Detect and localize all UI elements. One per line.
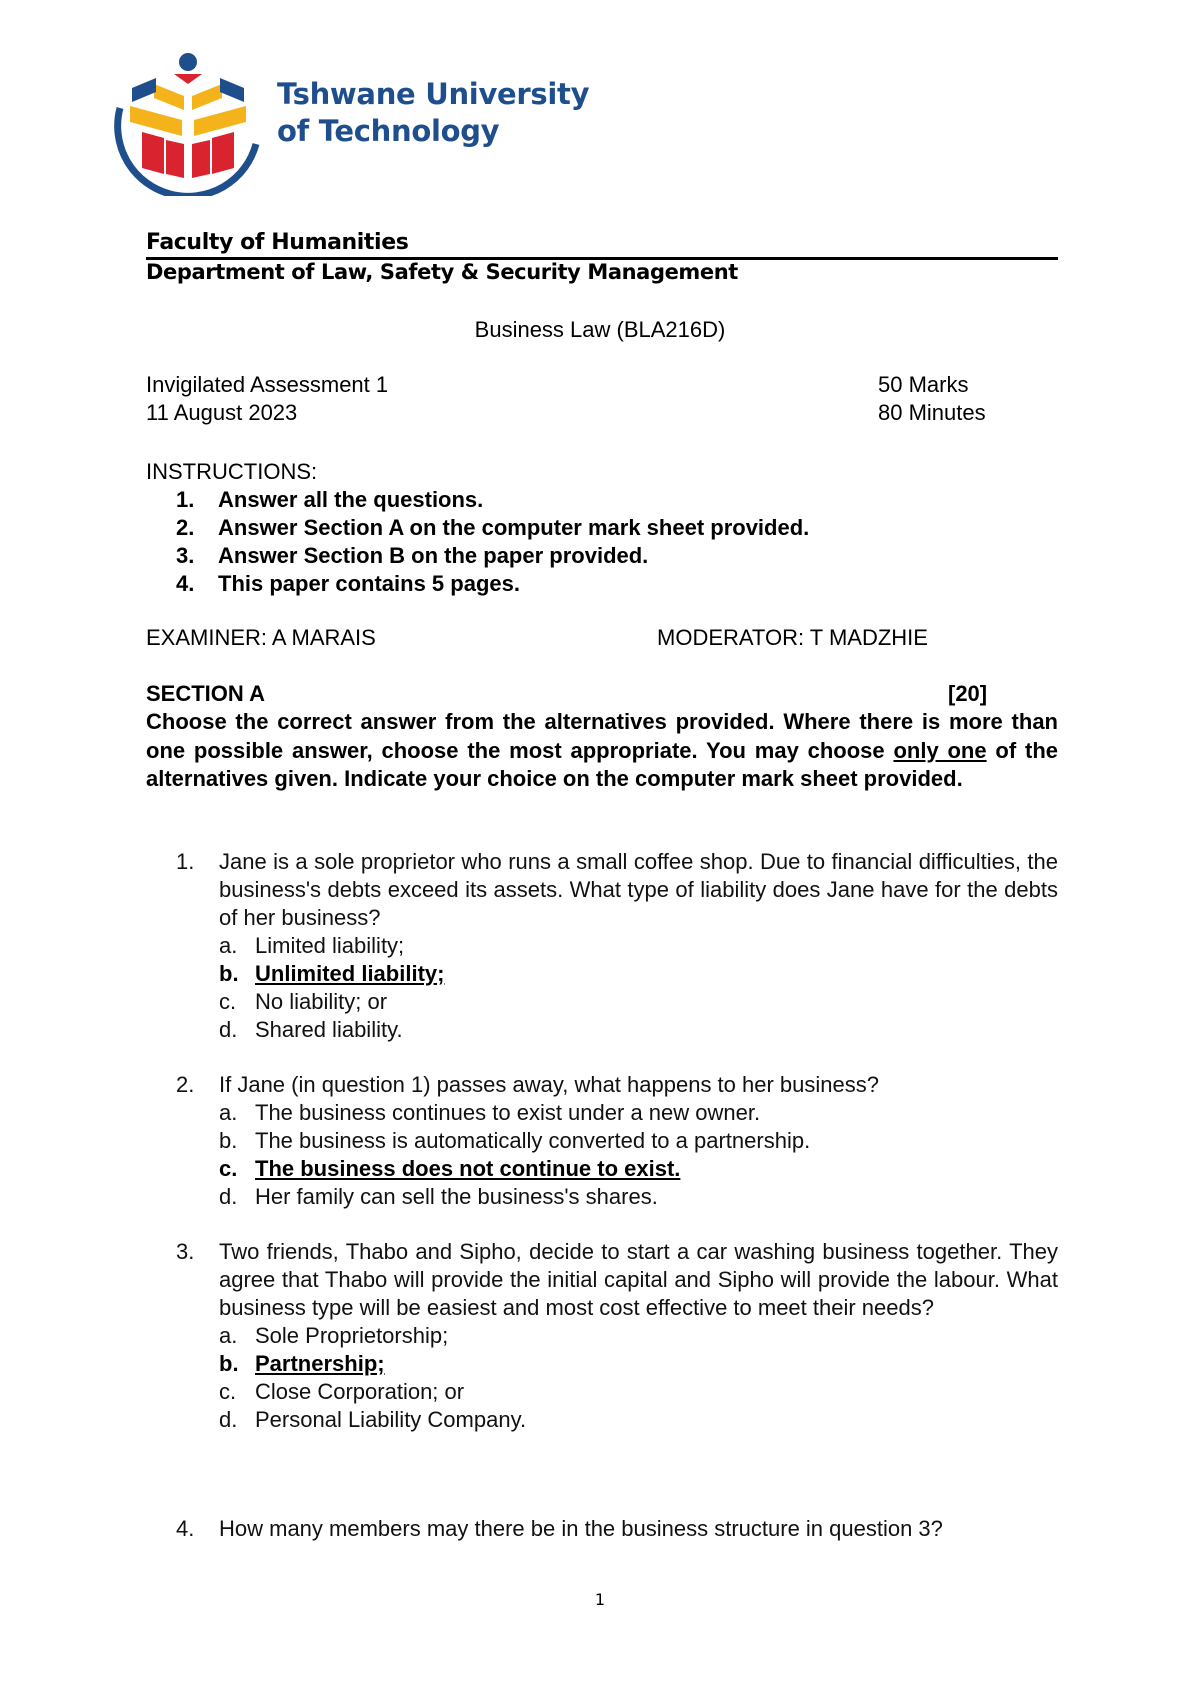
question-2: 2. If Jane (in question 1) passes away, what happens to her business? a. The business continues to exist under a new owner. b. The business is automatically converted to a partnership. c. The business does not continue to exist. d. Her family can sell the business's shares.	[176, 1071, 1058, 1211]
page-number: 1	[594, 1590, 606, 1609]
question-text: Two friends, Thabo and Sipho, decide to start a car washing business together. They agree that Thabo will provide the initial capital and Sipho will provide the labour. What business type will be easiest and most cost effective to meet their needs?	[219, 1239, 1058, 1320]
option-a: a. Limited liability;	[219, 933, 405, 958]
tut-logo-icon	[108, 48, 268, 196]
option-b-correct-answer: b. Unlimited liability;	[219, 961, 445, 986]
instruction-item: 1. Answer all the questions.	[176, 487, 484, 512]
assessment-title: Invigilated Assessment 1	[146, 372, 389, 397]
option-d: d. Shared liability.	[219, 1017, 403, 1042]
section-a-title: SECTION A	[146, 681, 265, 706]
question-text: How many members may there be in the business structure in question 3?	[219, 1516, 943, 1541]
instruction-item: 2. Answer Section A on the computer mark sheet provided.	[176, 515, 810, 540]
question-text: If Jane (in question 1) passes away, what happens to her business?	[219, 1072, 879, 1097]
moderator: MODERATOR: T MADZHIE	[657, 625, 928, 650]
only-one-emphasis: only one	[893, 737, 987, 763]
option-a: a. Sole Proprietorship;	[219, 1323, 449, 1348]
options-list	[219, 1099, 1058, 1211]
option-d: d. Personal Liability Company.	[219, 1407, 527, 1432]
option-c-correct-answer: c. The business does not continue to exist.	[219, 1156, 681, 1181]
question-3: 3. Two friends, Thabo and Sipho, decide to start a car washing business together. They agree that Thabo will provide the initial capital and Sipho will provide the labour. What business type will be easiest and most cost effective to meet their needs? a. Sole Proprietorship; b. Partnership; c. Close Corporation; or d. Personal Liability Company.	[176, 1239, 1058, 1432]
option-c: c. No liability; or	[219, 989, 388, 1014]
course-title: Business Law (BLA216D)	[474, 317, 726, 342]
question-text: Jane is a sole proprietor who runs a small coffee shop. Due to financial difficulties, the business's debts exceed its assets. What type of liability does Jane have for the debts of her business?	[219, 849, 1058, 930]
section-a-marks: [20]	[948, 681, 988, 706]
section-a-instructions: Choose the correct answer from the alternatives provided. Where there is more than one possible answer, choose the most appropriate. You may choose only one of the alternatives given. Indicate your choice on the computer mark sheet provided.	[146, 709, 1058, 791]
faculty-heading: Faculty of Humanities	[146, 230, 409, 255]
assessment-date: 11 August 2023	[146, 400, 298, 425]
options-list	[219, 932, 1058, 1044]
option-b: b. The business is automatically converted to a partnership.	[219, 1128, 811, 1153]
university-name-line2: of Technology	[277, 114, 500, 148]
university-name-line1: Tshwane University	[277, 77, 590, 111]
question-4: 4. How many members may there be in the business structure in question 3?	[176, 1515, 1058, 1543]
assessment-duration: 80 Minutes	[878, 400, 986, 425]
options-list	[219, 1322, 1058, 1434]
instruction-item: 4. This paper contains 5 pages.	[176, 571, 520, 596]
examiner: EXAMINER: A MARAIS	[146, 625, 376, 650]
university-name	[277, 76, 589, 150]
instructions-heading: INSTRUCTIONS:	[146, 459, 318, 484]
assessment-marks: 50 Marks	[878, 372, 969, 397]
question-1: 1. Jane is a sole proprietor who runs a small coffee shop. Due to financial difficulties, the business's debts exceed its assets. What type of liability does Jane have for the debts of her business? a. Limited liability; b. Unlimited liability; c. No liability; or d. Shared liability.	[176, 849, 1058, 1042]
option-b-correct-answer: b. Partnership;	[219, 1351, 385, 1376]
instructions-list	[176, 486, 809, 598]
option-a: a. The business continues to exist under a new owner.	[219, 1100, 761, 1125]
option-d: d. Her family can sell the business's shares.	[219, 1184, 658, 1209]
instruction-item: 3. Answer Section B on the paper provided.	[176, 543, 649, 568]
department-heading: Department of Law, Safety & Security Management	[146, 260, 738, 284]
option-c: c. Close Corporation; or	[219, 1379, 465, 1404]
